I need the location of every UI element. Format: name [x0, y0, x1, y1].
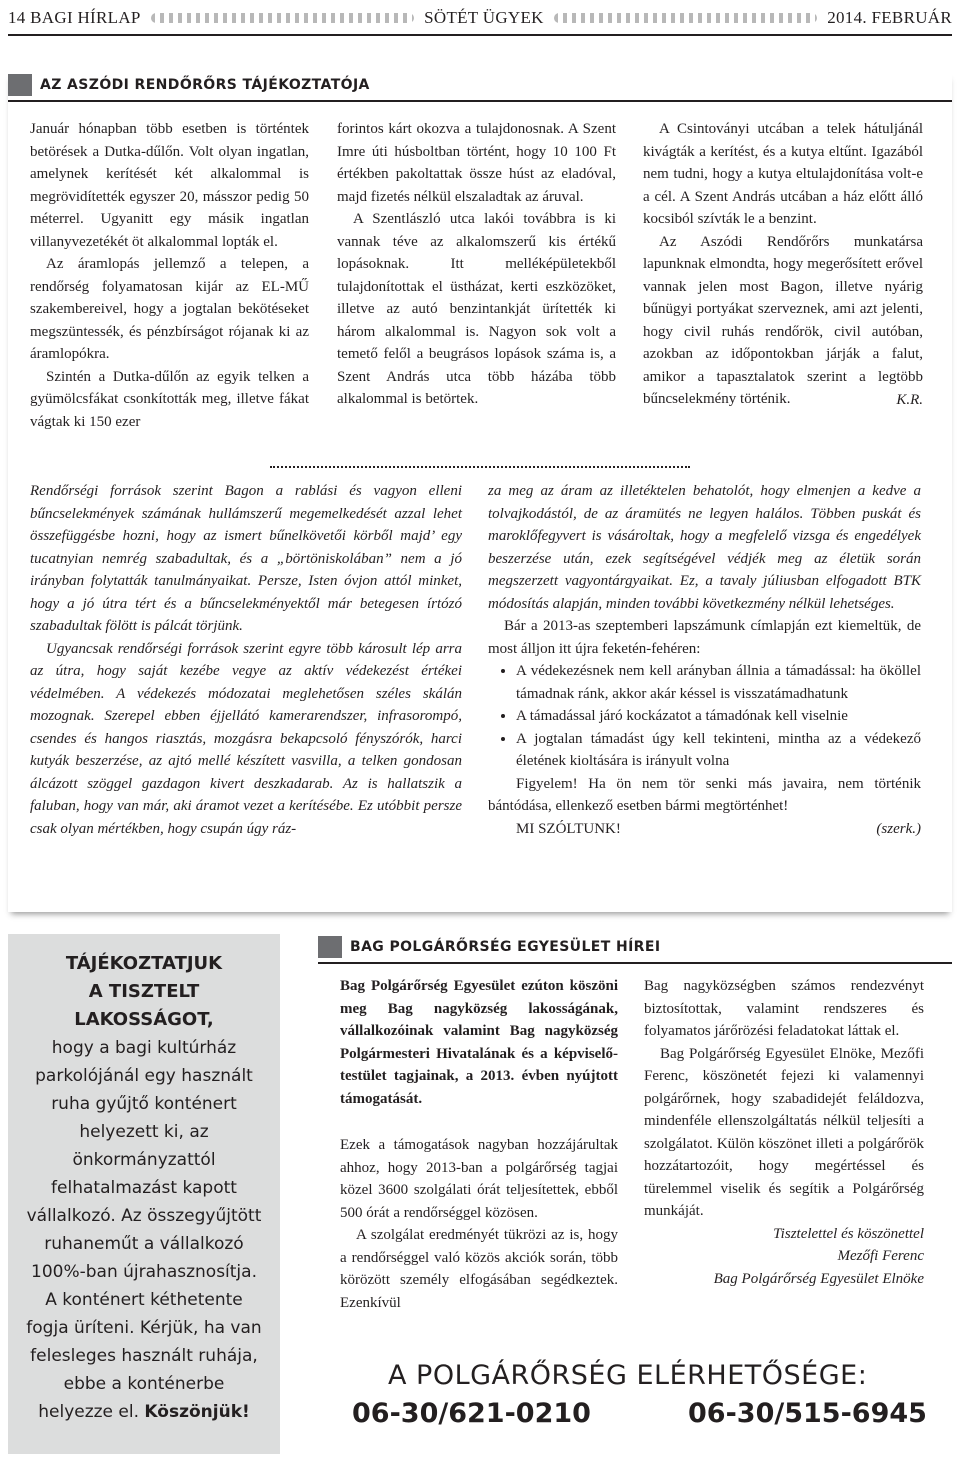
civil-guard-section-header: [318, 934, 952, 964]
dotted-separator: [270, 466, 690, 468]
notice-title-line2: A TISZTELT LAKOSSÁGOT,: [74, 981, 214, 1030]
civil-guard-column-1: [340, 975, 618, 1314]
police-section-title: AZ ASZÓDI RENDŐRŐRS TÁJÉKOZTATÓJA: [40, 77, 370, 93]
list-item: • A jogtalan támadást úgy kell tekinteni, mintha az a védekező életének kioltására is irányult volna: [516, 728, 921, 773]
paragraph: Az áramlopás jellemző a telepen, a rendőrség folyamatosan kijár az EL-MŰ szakembereivel, hogy a jogtalan bekötéseket megszüntessék, és pénzbírságot rójanak ki az áramlopókra.: [30, 256, 309, 362]
paragraph: A Csintoványi utcában a telek hátuljánál kivágták a kerítést, és a kutya eltűnt. Igazából nem tudni, hogy a kutya eltulajdonítása volt-e a cél. A Szent András utcában a ház előtt álló kocsiból szívták le a benzint.: [643, 121, 923, 227]
civil-guard-section-bar: [318, 934, 952, 960]
header-page-label: 14 BAGI HÍRLAP: [8, 8, 141, 27]
notice-thanks: Köszönjük!: [144, 1402, 250, 1422]
paragraph: A szolgálat eredményét tükrözi az is, hogy a rendőrséggel való közös akciók során, több körözött személy elfogásában segédkeztek. Ezenkívül: [340, 1227, 618, 1311]
section-rule: [8, 100, 952, 102]
closing-text: MI SZÓLTUNK!: [516, 820, 621, 837]
list-item: • A támadással járó kockázatot a támadónak kell viselnie: [516, 705, 921, 728]
paragraph: Ugyancsak rendőrségi források szerint egyre több károsult lép arra az útra, hogy saját kezébe vegye az aktív védekezést értékei védelmében. A védekezés módozatai meglehetősen széles skálán mozognak. Szerepel ebben éjjellátó kamerarendszer, infrasorompó, csendes és hangos riasztás, mozgásra bekapcsoló fényszórók, harci kutyák beszerzése, az ajtó mellé készített vasvilla, a telken gondosan álcázott szöggel gazdagon kivert deszkadarab. Az is hallatszik a faluban, hogy van már, aki áramot vezet a kerítésébe. Ez utóbbit persze csak olyan mértékben, hogy csupán úgy ráz-: [30, 640, 462, 837]
phone-number-2[interactable]: 06-30/515-6945: [688, 1398, 927, 1429]
signature-line-1: Tisztelettel és köszönettel: [773, 1225, 924, 1242]
paragraph: Szintén a Dutka-dűlőn az egyik telken a gyümölcsfákat csonkították meg, illetve fákat vágtak ki 150 ezer: [30, 368, 309, 430]
paragraph: Ezek a támogatások nagyban hozzájárultak ahhoz, hogy 2013-ban a polgárőrség tagjai közel 3600 szolgálati órát teljesítettek, ebből 500 órát a rendőrséggel közösen.: [340, 1137, 618, 1221]
closing-signature: (szerk.): [876, 820, 921, 837]
header-ornament-left: [151, 13, 414, 23]
paragraph: Az Aszódi Rendőrőrs munkatársa lapunknak elmondta, hogy megerősített erővel vannak jelen most Bagon, illetve nyárig bűnügyi portyákat szerveznek, ami azt jelenti, hogy civil ruhás rendőrök, civil autóban, azokban az időpontokban járják a falut, amikor a tapasztalatok szerint a legtöbb bűncselekmény történik.: [643, 233, 923, 407]
list-item: • A védekezésnek nem kell arányban állnia a támadással: ha ököllel támadnak ránk, akkor akár késsel is visszatámadhatunk: [516, 660, 921, 705]
phone-number-1[interactable]: 06-30/621-0210: [352, 1398, 591, 1429]
paragraph: A Szentlászló utca lakói továbbra is ki vannak téve az alkalomszerű kis értékű lopásoknak. Itt melléképületekből tulajdonítottak el üstházat, kerti eszközöket, illetve az autó benzintankját ürítették ki három alkalommal is. Nagyon sok volt a temető felől a beugrásos lopások száma is, a Szent András utca több házába több alkalommal is betörtek.: [337, 211, 616, 407]
civil-guard-column-2: [644, 975, 924, 1290]
paragraph: Bag nagyközségben számos rendezvényt biztosítottak, valamint rendszeres és folyamatos járőrözési feladatokat láttak el.: [644, 978, 924, 1039]
section-rule: [318, 962, 952, 964]
signature-line-2: Mezőfi Ferenc: [837, 1248, 924, 1264]
police-column-2: [337, 118, 616, 411]
header-rule: [8, 34, 952, 36]
section-marker-square: [8, 74, 32, 96]
legal-points-list: [488, 660, 921, 773]
clothing-container-notice: [8, 934, 280, 1454]
paragraph: Rendőrségi források szerint Bagon a rablási és vagyon elleni bűncselekmények számának hullámszerű megemelkedését azzal lehet összefüggésbe hozni, hogy az ismert bűnelkövetői körből majd’ egy tucatnyian nemrég szabadultak, és a „börtöniskolában” nem a jó irányban folytatták tanulmányaikat. Persze, Isten óvjon attól minket, hogy a jó útra tért és a bűncselekményektől már betegesen írtózó szabadultak fölött is pálcát törjünk.: [30, 483, 462, 634]
commentary-left-column: [30, 480, 462, 840]
header-section-label: SÖTÉT ÜGYEK: [424, 8, 544, 27]
paragraph: Január hónapban több esetben is történtek betörések a Dutka-dűlőn. Volt olyan ingatlan, amelynek kerítését két alkalommal is megrövidítették egyszer 20, másszor pedig 50 méterrel. Ugyanitt egy másik ingatlan villanyvezetékét öt alkalommal lopták el.: [30, 121, 309, 250]
paragraph: za meg az áram az illetéktelen behatolót, hogy elmenjen a kedve a tolvajkodástól, de az áramütés ne legyen halálos. Többen puskát és maroklőfegyvert is vásároltak, hogy a megfelelő vizsga és engedélyek beszerzése után, ezek segítségével védjék meg az életük során megszerzett vagyontárgyaikat. Ez, a tavaly júliusban elfogadott BTK módosítás alapján, minden további következmény nélkül lehetséges.: [488, 483, 921, 612]
paragraph: Bag Polgárőrség Egyesület Elnöke, Mezőfi Ferenc, köszönetét fejezi ki valamennyi polgárőrnek, hogy szabadidejét feláldozva, mindenféle ellenszolgáltatás nélkül teljesíti a szolgálatot. Külön köszönet illeti a polgárőrök hozzátartozóit, hogy megértéssel és türelemmel viselik és segítik a Polgárőrség munkáját.: [644, 1045, 924, 1219]
police-section-bar: [8, 72, 952, 98]
contact-title: A POLGÁRŐRSÉG ELÉRHETŐSÉGE:: [388, 1360, 868, 1391]
page-header: [8, 4, 952, 32]
police-column-1: [30, 118, 309, 433]
signature-line-3: Bag Polgárőrség Egyesület Elnöke: [713, 1270, 924, 1287]
warning-text: Figyelem! Ha ön nem tör senki más javaira, nem történik bántódása, ellenkező esetben bármi megtörténhet!: [488, 775, 921, 814]
paragraph: forintos kárt okozva a tulajdonosnak. A Szent Imre úti húsboltban történt, hogy 10 100 Ft értékben pakoltattak össze húst az eladóval, majd fizetés nélkül elszaladtak az áruval.: [337, 121, 616, 205]
section-marker-square: [318, 936, 342, 958]
thanks-paragraph: Bag Polgárőrség Egyesület ezúton köszöni meg Bag nagyközség lakosságának, vállalkozóinak valamint Bag nagyközség Polgármesteri Hivatalának és a képviselő-testület tagjainak, a 2013. évben nyújtott támogatását.: [340, 978, 618, 1107]
notice-body: hogy a bagi kultúrház parkolójánál egy használt ruha gyűjtő konténert helyezett ki, az önkormányzattól felhatalmazást kapott vállalkozó. Az összegyűjtött ruhaneműt a vállalkozó 100%-ban újrahasznosítja. A konténert kéthetente fogja üríteni. Kérjük, ha van felesleges használt ruhája, ebbe a konténerbe helyezze el.: [26, 1038, 262, 1422]
header-date: 2014. FEBRUÁR: [827, 8, 952, 27]
header-ornament-right: [554, 13, 817, 23]
paragraph: Bár a 2013-as szeptemberi lapszámunk címlapján ezt kiemeltük, de most álljon itt újra feketén-fehéren:: [488, 618, 921, 657]
closing-line: [488, 818, 921, 841]
commentary-right-column: [488, 480, 921, 840]
police-column-3: [643, 118, 923, 411]
notice-title-line1: TÁJÉKOZTATJUK: [65, 953, 223, 974]
article-signature: K.R.: [896, 391, 923, 408]
civil-guard-section-title: BAG POLGÁRŐRSÉG EGYESÜLET HÍREI: [350, 939, 661, 955]
